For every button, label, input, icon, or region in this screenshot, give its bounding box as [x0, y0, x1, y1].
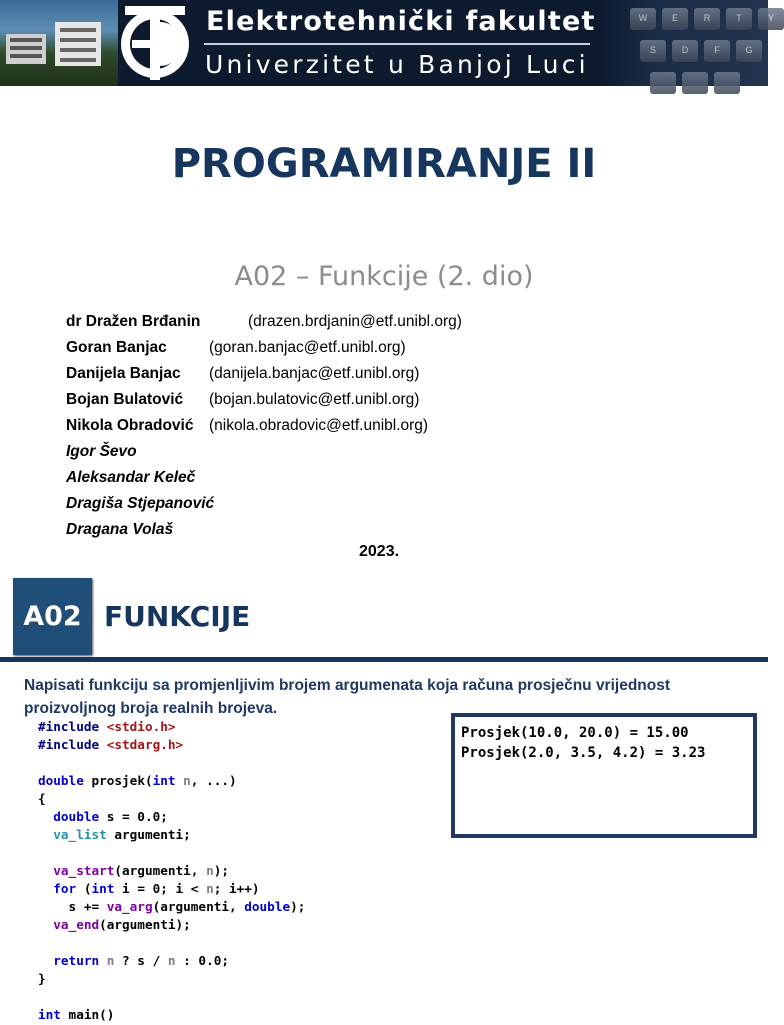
year-label: 2023. — [359, 543, 400, 560]
code-line: va_list argumenti; — [38, 827, 191, 842]
author-row — [66, 391, 420, 417]
keyboard-image: W E R T Y S D F G — [600, 0, 768, 86]
section-code-box — [13, 578, 92, 655]
code-line: { — [38, 791, 46, 806]
code-line: double s = 0.0; — [38, 809, 168, 824]
lecture-subtitle: A02 – Funkcije (2. dio) — [234, 261, 534, 292]
author-email: (bojan.bulatovic@etf.unibl.org) — [209, 391, 420, 408]
output-line: Prosjek(10.0, 20.0) = 15.00 — [461, 725, 689, 741]
code-line: #include <stdio.h> — [38, 719, 176, 734]
author-name: Dragana Volaš — [66, 521, 174, 538]
author-row — [66, 417, 429, 443]
author-name: Danijela Banjac — [66, 365, 181, 382]
header-banner — [0, 0, 774, 86]
section-title: FUNKCIJE — [104, 600, 251, 633]
author-row — [66, 339, 406, 365]
section-code: A02 — [23, 601, 82, 632]
code-line: double prosjek(int n, ...) — [38, 773, 237, 788]
university-name: Univerzitet u Banjoj Luci — [205, 50, 589, 79]
author-row — [66, 365, 420, 391]
author-email: (nikola.obradovic@etf.unibl.org) — [209, 417, 429, 434]
task-description: Napisati funkciju sa promjenljivim brojem argumenata koja računa prosječnu vrijednost proizvoljnog broja realnih brojeva. — [24, 677, 671, 717]
section-divider — [0, 657, 768, 662]
code-line: va_end(argumenti); — [38, 917, 191, 932]
faculty-name: Elektrotehnički fakultet — [206, 6, 596, 37]
author-row — [66, 313, 462, 339]
faculty-building-photo — [0, 0, 118, 86]
code-line: va_start(argumenti, n); — [38, 863, 229, 878]
course-title: PROGRAMIRANJE II — [171, 141, 597, 187]
author-name: dr Dražen Brđanin — [66, 313, 201, 330]
author-email: (danijela.banjac@etf.unibl.org) — [209, 365, 420, 382]
author-name: Bojan Bulatović — [66, 391, 184, 408]
code-line: #include <stdarg.h> — [38, 737, 184, 752]
author-name: Aleksandar Keleč — [66, 469, 196, 486]
author-name: Goran Banjac — [66, 339, 167, 356]
code-line: int main() — [38, 1007, 115, 1022]
author-name: Dragiša Stjepanović — [66, 495, 215, 512]
code-line: return n ? s / n : 0.0; — [38, 953, 229, 968]
header-divider — [204, 43, 590, 45]
author-email: (drazen.brdjanin@etf.unibl.org) — [248, 313, 462, 330]
output-line: Prosjek(2.0, 3.5, 4.2) = 3.23 — [461, 745, 706, 761]
code-line: s += va_arg(argumenti, double); — [38, 899, 306, 914]
etf-logo-icon — [117, 2, 193, 82]
code-line: } — [38, 971, 46, 986]
author-email: (goran.banjac@etf.unibl.org) — [209, 339, 406, 356]
author-name: Igor Ševo — [66, 443, 137, 460]
author-name: Nikola Obradović — [66, 417, 194, 434]
code-line: for (int i = 0; i < n; i++) — [38, 881, 260, 896]
program-output-box — [451, 713, 757, 838]
